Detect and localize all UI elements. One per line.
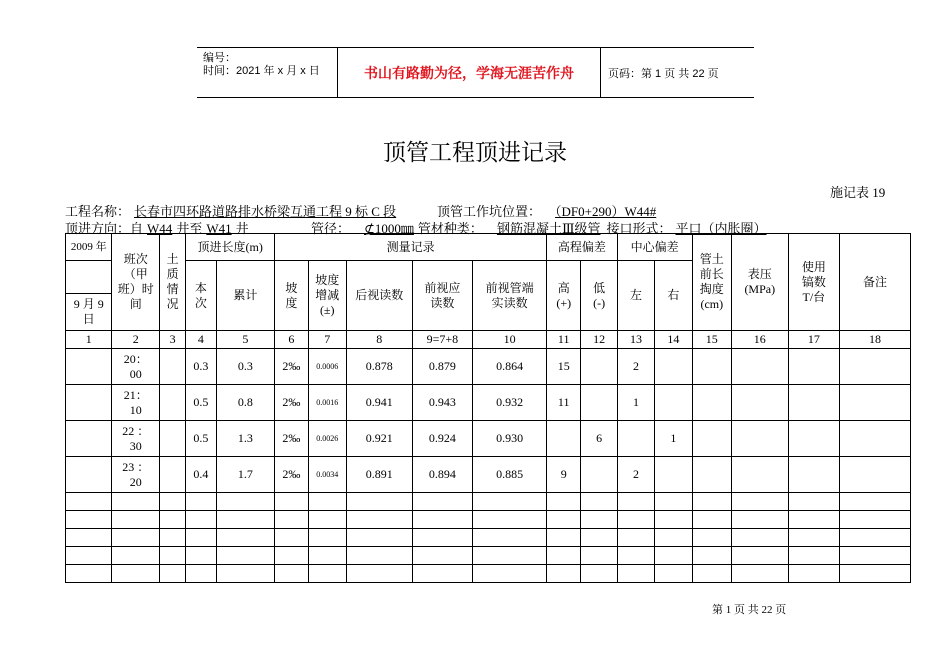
- cell: [731, 421, 788, 457]
- time-cell: 21：10: [112, 385, 160, 421]
- cell: [617, 565, 654, 583]
- col-number: 10: [473, 331, 547, 349]
- cell: [581, 511, 617, 529]
- cell: [547, 493, 581, 511]
- joint-label: 接口形式：: [606, 221, 672, 236]
- project-label: 工程名称：: [65, 204, 131, 219]
- table-row: [66, 385, 911, 421]
- cell: [692, 457, 731, 493]
- cell: [66, 565, 112, 583]
- change-cell: 0.0006: [308, 349, 346, 385]
- cell: [216, 529, 275, 547]
- left-cell: 1: [617, 385, 654, 421]
- elev-dev-header: 高程偏差: [547, 234, 618, 261]
- cell: [788, 511, 840, 529]
- fore-act-cell: 0.932: [473, 385, 547, 421]
- right-cell: [655, 385, 692, 421]
- cell: [840, 547, 911, 565]
- cell: [473, 529, 547, 547]
- slope-change-header: 坡度增减(±): [308, 261, 346, 331]
- pit-value: （DF0+290）W44#: [555, 204, 657, 219]
- table-row: [66, 493, 911, 511]
- col-number: 7: [308, 331, 346, 349]
- cell: [275, 547, 308, 565]
- cell: [308, 511, 346, 529]
- cell: [473, 493, 547, 511]
- slope-cell: 2‰: [275, 457, 308, 493]
- cell: [159, 457, 185, 493]
- this-time-header: 本次: [186, 261, 216, 331]
- cell: [216, 565, 275, 583]
- cell: [112, 529, 160, 547]
- cell: [731, 457, 788, 493]
- project-value: 长春市四环路道路排水桥梁互通工程 9 标 C 段: [134, 204, 397, 219]
- col-number: 14: [655, 331, 692, 349]
- fore-act-cell: 0.885: [473, 457, 547, 493]
- col-number: 16: [731, 331, 788, 349]
- empty-cell: [66, 261, 112, 294]
- cell: [186, 529, 216, 547]
- cell: [159, 421, 185, 457]
- col-number: 9=7+8: [412, 331, 473, 349]
- fore-exp-cell: 0.924: [412, 421, 473, 457]
- cell: [275, 493, 308, 511]
- cell: [788, 565, 840, 583]
- cell: [66, 349, 112, 385]
- cell: [275, 529, 308, 547]
- cell: [66, 511, 112, 529]
- slope-cell: 2‰: [275, 421, 308, 457]
- time-cell: 22 ：30: [112, 421, 160, 457]
- fore-exp-cell: 0.943: [412, 385, 473, 421]
- cell: [216, 547, 275, 565]
- center-dev-header: 中心偏差: [617, 234, 692, 261]
- cell: [788, 421, 840, 457]
- left-cell: 2: [617, 457, 654, 493]
- right-cell: 1: [655, 421, 692, 457]
- this-cell: 0.5: [186, 385, 216, 421]
- cell: [840, 565, 911, 583]
- table-row: [66, 511, 911, 529]
- cell: [655, 547, 692, 565]
- back-cell: 0.921: [346, 421, 412, 457]
- cell: [473, 547, 547, 565]
- slope-header: 坡度: [275, 261, 308, 331]
- cell: [66, 493, 112, 511]
- fore-exp-cell: 0.879: [412, 349, 473, 385]
- left-header: 左: [617, 261, 654, 331]
- record-table: [65, 233, 911, 583]
- survey-header: 测量记录: [275, 234, 547, 261]
- cell: [346, 529, 412, 547]
- motto: 书山有路勤为径，学海无涯苦作舟: [338, 48, 601, 97]
- cell: [308, 547, 346, 565]
- time-cell: 20：00: [112, 349, 160, 385]
- low-header: 低(-): [581, 261, 617, 331]
- col-number: 8: [346, 331, 412, 349]
- cum-cell: 1.3: [216, 421, 275, 457]
- cell: [473, 565, 547, 583]
- cell: [692, 511, 731, 529]
- cell: [692, 529, 731, 547]
- low-cell: [581, 349, 617, 385]
- table-row: [66, 421, 911, 457]
- low-cell: 6: [581, 421, 617, 457]
- cell: [731, 493, 788, 511]
- cum-cell: 0.8: [216, 385, 275, 421]
- table-row: [66, 457, 911, 493]
- cell: [655, 529, 692, 547]
- from-label: 自: [130, 221, 144, 236]
- cell: [159, 349, 185, 385]
- cell: [346, 547, 412, 565]
- cell: [308, 493, 346, 511]
- backsight-header: 后视读数: [346, 261, 412, 331]
- cell: [731, 529, 788, 547]
- diameter-label: 管径：: [311, 221, 351, 236]
- cell: [731, 349, 788, 385]
- cell: [581, 493, 617, 511]
- cell: [617, 511, 654, 529]
- cell: [731, 385, 788, 421]
- cell: [412, 547, 473, 565]
- cell: [412, 511, 473, 529]
- direction-label: 顶进方向：: [65, 221, 131, 236]
- right-cell: [655, 457, 692, 493]
- high-cell: 15: [547, 349, 581, 385]
- right-header: 右: [655, 261, 692, 331]
- well-suffix: 井: [235, 221, 249, 236]
- cell: [159, 565, 185, 583]
- cell: [159, 529, 185, 547]
- cell: [412, 493, 473, 511]
- col-number: 11: [547, 331, 581, 349]
- cell: [547, 547, 581, 565]
- cell: [692, 421, 731, 457]
- cell: [66, 457, 112, 493]
- cell: [66, 529, 112, 547]
- cell: [617, 529, 654, 547]
- high-cell: 9: [547, 457, 581, 493]
- header-meta: [197, 48, 338, 97]
- cell: [840, 457, 911, 493]
- to-value: W41: [206, 221, 232, 236]
- cell: [731, 547, 788, 565]
- foresight-actual-header: 前视管端实读数: [473, 261, 547, 331]
- col-number: 3: [159, 331, 185, 349]
- col-number: 5: [216, 331, 275, 349]
- material-label: 管材种类：: [417, 221, 483, 236]
- cell: [655, 565, 692, 583]
- cell: [692, 565, 731, 583]
- gauge-header: 表压(MPa): [731, 234, 788, 331]
- col-number: 12: [581, 331, 617, 349]
- cell: [216, 511, 275, 529]
- col-number: 13: [617, 331, 654, 349]
- cell: [66, 547, 112, 565]
- left-cell: [617, 421, 654, 457]
- jacks-header: 使用镐数T/台: [788, 234, 840, 331]
- cell: [112, 565, 160, 583]
- cell: [840, 421, 911, 457]
- cell: [159, 511, 185, 529]
- high-cell: [547, 421, 581, 457]
- col-number: 18: [840, 331, 911, 349]
- cell: [66, 421, 112, 457]
- cumulative-header: 累计: [216, 261, 275, 331]
- time-label: 时间：2021 年 x 月 x 日: [203, 65, 320, 77]
- this-cell: 0.4: [186, 457, 216, 493]
- col-number: 15: [692, 331, 731, 349]
- joint-value: 平口（内胀圈）: [675, 221, 767, 236]
- cell: [655, 511, 692, 529]
- back-cell: 0.878: [346, 349, 412, 385]
- to-label: 井至: [176, 221, 203, 236]
- from-value: W44: [147, 221, 173, 236]
- jack-length-header: 顶进长度(m): [186, 234, 275, 261]
- foresight-expected-header: 前视应读数: [412, 261, 473, 331]
- left-cell: 2: [617, 349, 654, 385]
- cell: [788, 547, 840, 565]
- cell: [840, 493, 911, 511]
- cell: [186, 547, 216, 565]
- cell: [840, 385, 911, 421]
- right-cell: [655, 349, 692, 385]
- cell: [159, 493, 185, 511]
- page-footer: 第 1 页 共 22 页: [712, 604, 787, 616]
- cell: [788, 385, 840, 421]
- table-row: [66, 565, 911, 583]
- change-cell: 0.0016: [308, 385, 346, 421]
- cell: [346, 511, 412, 529]
- time-cell: 23 ：20: [112, 457, 160, 493]
- year-cell: 2009 年: [66, 234, 112, 261]
- cell: [275, 511, 308, 529]
- cum-cell: 1.7: [216, 457, 275, 493]
- cell: [547, 511, 581, 529]
- cum-cell: 0.3: [216, 349, 275, 385]
- low-cell: [581, 457, 617, 493]
- cell: [112, 493, 160, 511]
- form-number: 施记表 19: [830, 185, 886, 200]
- cell: [112, 511, 160, 529]
- cell: [840, 511, 911, 529]
- cell: [412, 529, 473, 547]
- change-cell: 0.0034: [308, 457, 346, 493]
- cell: [617, 547, 654, 565]
- change-cell: 0.0026: [308, 421, 346, 457]
- fore-exp-cell: 0.894: [412, 457, 473, 493]
- number-label: 编号：: [203, 52, 236, 64]
- this-cell: 0.5: [186, 421, 216, 457]
- cell: [840, 529, 911, 547]
- cell: [412, 565, 473, 583]
- slope-cell: 2‰: [275, 349, 308, 385]
- fore-act-cell: 0.930: [473, 421, 547, 457]
- shift-header: 班次（甲班）时间: [112, 234, 160, 331]
- cell: [581, 529, 617, 547]
- page-code: 页码：第 1 页 共 22 页: [608, 67, 719, 80]
- cell: [692, 349, 731, 385]
- cell: [692, 385, 731, 421]
- cell: [547, 565, 581, 583]
- fore-act-cell: 0.864: [473, 349, 547, 385]
- cell: [186, 565, 216, 583]
- cell: [581, 547, 617, 565]
- high-cell: 11: [547, 385, 581, 421]
- back-cell: 0.891: [346, 457, 412, 493]
- cell: [547, 529, 581, 547]
- cell: [692, 547, 731, 565]
- soil-header: 土质情况: [159, 234, 185, 331]
- pit-label: 顶管工作坑位置：: [437, 204, 542, 219]
- cell: [731, 565, 788, 583]
- cell: [216, 493, 275, 511]
- cell: [788, 529, 840, 547]
- table-row: [66, 349, 911, 385]
- soil-ahead-header: 管土前长掏度(cm): [692, 234, 731, 331]
- material-value: 钢筋混凝土Ⅲ级管: [496, 221, 601, 236]
- cell: [731, 511, 788, 529]
- column-number-row: [66, 331, 911, 349]
- cell: [346, 565, 412, 583]
- cell: [788, 457, 840, 493]
- table-row: [66, 529, 911, 547]
- cell: [308, 529, 346, 547]
- cell: [186, 493, 216, 511]
- slope-cell: 2‰: [275, 385, 308, 421]
- cell: [186, 511, 216, 529]
- cell: [346, 493, 412, 511]
- cell: [655, 493, 692, 511]
- col-number: 4: [186, 331, 216, 349]
- cell: [159, 385, 185, 421]
- cell: [788, 493, 840, 511]
- low-cell: [581, 385, 617, 421]
- cell: [473, 511, 547, 529]
- high-header: 高(+): [547, 261, 581, 331]
- col-number: 17: [788, 331, 840, 349]
- cell: [159, 547, 185, 565]
- cell: [617, 493, 654, 511]
- cell: [692, 493, 731, 511]
- col-number: 1: [66, 331, 112, 349]
- this-cell: 0.3: [186, 349, 216, 385]
- cell: [66, 385, 112, 421]
- col-number: 6: [275, 331, 308, 349]
- cell: [112, 547, 160, 565]
- date-cell: 9 月 9 日: [66, 294, 112, 331]
- document-header: [197, 47, 754, 98]
- cell: [275, 565, 308, 583]
- diameter-value: ⊄1000㎜: [364, 221, 414, 236]
- cell: [788, 349, 840, 385]
- cell: [308, 565, 346, 583]
- cell: [840, 349, 911, 385]
- remarks-header: 备注: [840, 234, 911, 331]
- back-cell: 0.941: [346, 385, 412, 421]
- table-row: [66, 547, 911, 565]
- page-title: 顶管工程顶进记录: [383, 140, 567, 166]
- col-number: 2: [112, 331, 160, 349]
- cell: [581, 565, 617, 583]
